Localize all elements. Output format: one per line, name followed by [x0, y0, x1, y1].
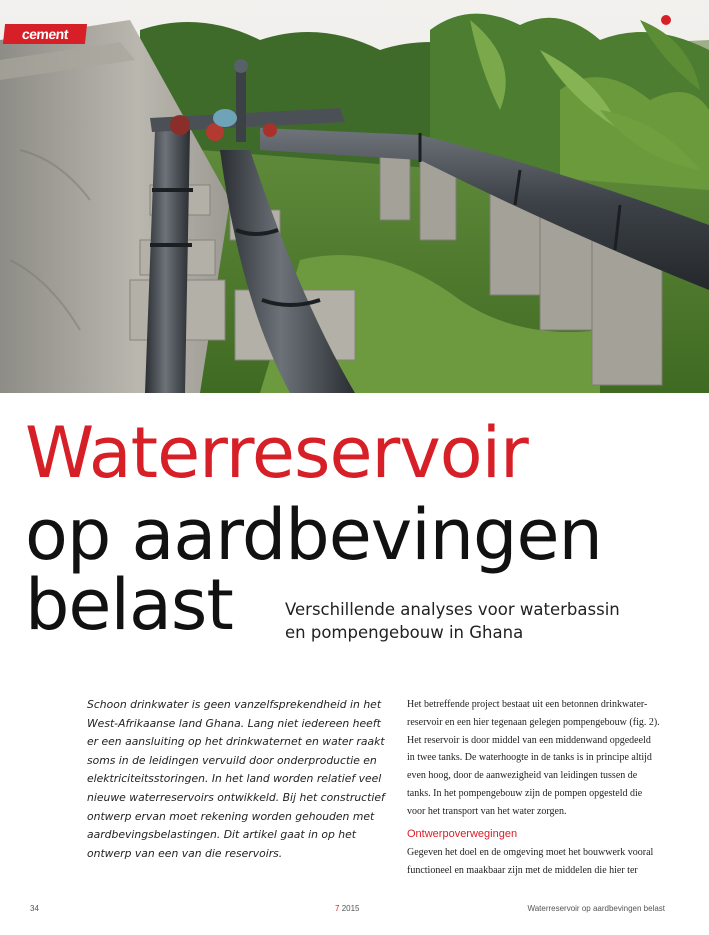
magazine-logo: cement	[3, 24, 87, 44]
body-line: tanks. In het pompengebouw zijn de pompen opgesteld die	[407, 787, 643, 799]
intro-line: nieuwe waterreservoirs ontwikkeld. Bij het constructief	[87, 790, 385, 804]
intro-paragraph	[87, 696, 385, 863]
pipeline-illustration	[0, 0, 709, 393]
intro-line: ontwerp van een van die reservoirs.	[87, 846, 283, 860]
intro-line: elektriciteitsstoringen. In het land worden relatief veel	[87, 772, 382, 786]
body-line: even hoog, door de aanwezigheid van leidingen tussen de	[407, 770, 638, 782]
title-line-1: Waterreservoir	[25, 412, 528, 494]
section-heading: Ontwerpoverwegingen	[407, 828, 518, 840]
subtitle-line-2: en pompengebouw in Ghana	[285, 623, 524, 642]
intro-line: West-Afrikaanse land Ghana. Lang niet iedereen heeft	[87, 716, 381, 730]
running-title: Waterreservoir op aardbevingen belast	[527, 904, 665, 913]
intro-line: soms in de leidingen vervuild door onderproductie en	[87, 753, 377, 767]
brand-dot-icon	[661, 15, 671, 25]
body-line: Het betreffende project bestaat uit een betonnen drinkwater-	[407, 699, 648, 710]
subtitle-line-1: Verschillende analyses voor waterbassin	[285, 600, 620, 619]
body-paragraph	[407, 696, 677, 821]
title-line-3: belast	[25, 564, 233, 646]
body-line: Het reservoir is door middel van een middenwand opgedeeld	[407, 734, 651, 746]
hero-photo	[0, 0, 709, 393]
subtitle	[285, 598, 620, 644]
intro-line: er een aansluiting op het drinkwaternet en water raakt	[87, 735, 385, 749]
section-paragraph	[407, 844, 677, 880]
issue-info	[335, 904, 359, 913]
issue-year: 2015	[341, 904, 360, 913]
body-line: reservoir en een hier tegenaan gelegen pompengebouw (fig. 2).	[407, 716, 660, 728]
intro-line: aardbevingsbelastingen. Dit artikel gaat in op het	[87, 828, 356, 842]
body-line: functioneel en maakbaar zijn met de middelen die hier ter	[407, 864, 638, 876]
title-line-2: op aardbevingen	[25, 494, 602, 576]
intro-line: ontwerp ervan moet rekening worden gehouden met	[87, 809, 375, 823]
issue-number: 7	[335, 904, 340, 913]
body-line: Gegeven het doel en de omgeving moet het bouwwerk vooral	[407, 847, 654, 858]
body-line: in twee tanks. De waterhoogte in de tanks is in principe altijd	[407, 752, 652, 764]
body-line: voor het transport van het water zorgen.	[407, 805, 567, 817]
intro-line: Schoon drinkwater is geen vanzelfsprekendheid in het	[87, 698, 382, 711]
page-number: 34	[30, 904, 39, 913]
